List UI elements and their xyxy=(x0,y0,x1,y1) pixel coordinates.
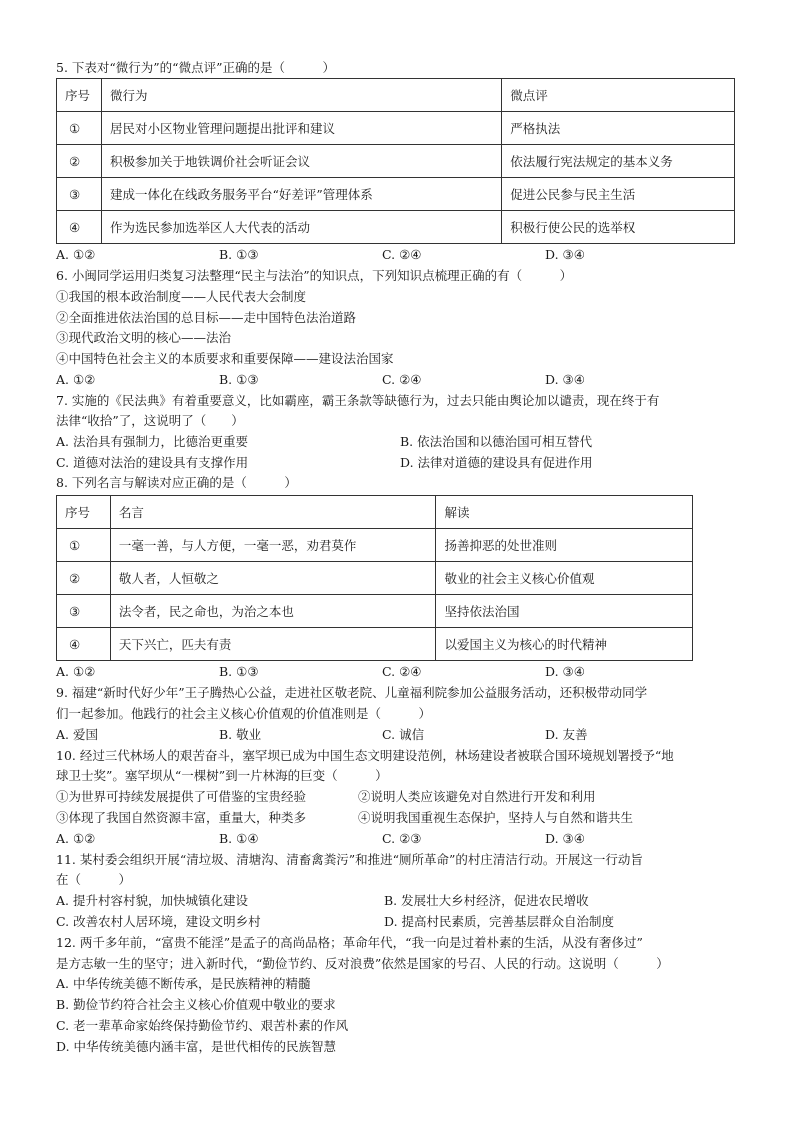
table-header-cell: 名言 xyxy=(110,496,436,529)
q6-item: ④中国特色社会主义的本质要求和重要保障——建设法治国家 xyxy=(56,351,394,366)
q5-options xyxy=(56,247,756,263)
q9-stem-cont: 们一起参加。他践行的社会主义核心价值观的价值准则是（ ） xyxy=(56,706,432,721)
q10-item: ②说明人类应该避免对自然进行开发和利用 xyxy=(358,789,596,804)
table-cell: ④ xyxy=(57,211,102,244)
table-row xyxy=(57,145,735,178)
q10-stem: 10. 经过三代林场人的艰苦奋斗，塞罕坝已成为中国生态文明建设范例，林场建设者被联合国环境规划署授予“地 xyxy=(56,748,674,763)
table-cell: ③ xyxy=(57,178,102,211)
option-b[interactable]: B. 发展壮大乡村经济，促进农民增收 xyxy=(384,893,589,908)
table-cell: 居民对小区物业管理问题提出批评和建议 xyxy=(101,112,501,145)
option-c[interactable]: C. ②③ xyxy=(382,831,422,846)
q6-item: ②全面推进依法治国的总目标——走中国特色法治道路 xyxy=(56,310,357,325)
table-row xyxy=(57,211,735,244)
option-b[interactable]: B. ①③ xyxy=(219,247,259,262)
table-cell: 坚持依法治国 xyxy=(436,595,693,628)
option-d[interactable]: D. 法律对道德的建设具有促进作用 xyxy=(400,455,593,470)
q11-stem-cont: 在（ ） xyxy=(56,872,132,887)
q7-options-row2 xyxy=(56,455,736,471)
table-header-cell: 微点评 xyxy=(502,79,735,112)
option-a[interactable]: A. 中华传统美德不断传承，是民族精神的精髓 xyxy=(56,976,311,991)
q12-stem-cont: 是方志敏一生的坚守；进入新时代，“勤俭节约、反对浪费”依然是国家的号召、人民的行动。这说明（ ） xyxy=(56,956,669,971)
q10-item: ①为世界可持续发展提供了可借鉴的宝贵经验 xyxy=(56,789,307,804)
table-cell: ③ xyxy=(57,595,111,628)
option-c[interactable]: C. ②④ xyxy=(382,372,422,387)
table-cell: 促进公民参与民主生活 xyxy=(502,178,735,211)
q10-items-row2 xyxy=(56,810,736,826)
table-header-cell: 序号 xyxy=(57,496,111,529)
option-c[interactable]: C. 老一辈革命家始终保持勤俭节约、艰苦朴素的作风 xyxy=(56,1018,349,1033)
option-d[interactable]: D. 友善 xyxy=(545,727,588,742)
q10-items-row1 xyxy=(56,789,736,805)
option-c[interactable]: C. 诚信 xyxy=(382,727,425,742)
q6-item: ③现代政治文明的核心——法治 xyxy=(56,330,232,345)
option-c[interactable]: C. 道德对法治的建设具有支撑作用 xyxy=(56,455,249,470)
table-cell: 建成一体化在线政务服务平台“好差评”管理体系 xyxy=(101,178,501,211)
option-c[interactable]: C. 改善农村人居环境，建设文明乡村 xyxy=(56,914,261,929)
table-header-row xyxy=(57,496,693,529)
q6-options xyxy=(56,372,756,388)
option-d[interactable]: D. 中华传统美德内涵丰富，是世代相传的民族智慧 xyxy=(56,1039,337,1054)
q7-options-row1 xyxy=(56,434,736,450)
option-a[interactable]: A. ①② xyxy=(56,372,96,387)
option-c[interactable]: C. ②④ xyxy=(382,664,422,679)
table-header-cell: 微行为 xyxy=(101,79,501,112)
option-b[interactable]: B. ①③ xyxy=(219,664,259,679)
q8-options xyxy=(56,664,756,680)
q11-stem: 11. 某村委会组织开展“清垃圾、清塘沟、清畜禽粪污”和推进“厕所革命”的村庄清洁行动。开展这一行动旨 xyxy=(56,852,643,867)
q7-stem-cont: 法律“收拾”了，这说明了（ ） xyxy=(56,413,244,428)
table-row xyxy=(57,529,693,562)
table-header-cell: 序号 xyxy=(57,79,102,112)
option-b[interactable]: B. 勤俭节约符合社会主义核心价值观中敬业的要求 xyxy=(56,997,336,1012)
table-cell: 积极参加关于地铁调价社会听证会议 xyxy=(101,145,501,178)
table-header-cell: 解读 xyxy=(436,496,693,529)
option-b[interactable]: B. 依法治国和以德治国可相互替代 xyxy=(400,434,593,449)
q8-table xyxy=(56,495,693,661)
table-cell: 扬善抑恶的处世准则 xyxy=(436,529,693,562)
q7-stem: 7. 实施的《民法典》有着重要意义，比如霸座，霸王条款等缺德行为，过去只能由舆论加以谴责，现在终于有 xyxy=(56,393,660,408)
q10-item: ④说明我国重视生态保护，坚持人与自然和谐共生 xyxy=(358,810,634,825)
option-a[interactable]: A. ①② xyxy=(56,831,96,846)
q10-item: ③体现了我国自然资源丰富，重量大，种类多 xyxy=(56,810,307,825)
q5-stem: 5. 下表对“微行为”的“微点评”正确的是（ ） xyxy=(56,60,335,75)
table-cell: 以爱国主义为核心的时代精神 xyxy=(436,628,693,661)
option-d[interactable]: D. 提高村民素质，完善基层群众自治制度 xyxy=(384,914,615,929)
option-a[interactable]: A. ①② xyxy=(56,664,96,679)
q12-stem: 12. 两千多年前，“富贵不能淫”是孟子的高尚品格；革命年代，“我一向是过着朴素的生活，从没有奢侈过” xyxy=(56,935,643,950)
option-b[interactable]: B. ①④ xyxy=(219,831,259,846)
q10-options xyxy=(56,831,756,847)
table-row xyxy=(57,595,693,628)
option-b[interactable]: B. ①③ xyxy=(219,372,259,387)
q6-item: ①我国的根本政治制度——人民代表大会制度 xyxy=(56,289,307,304)
table-cell: ② xyxy=(57,145,102,178)
table-cell: 一毫一善，与人方便，一毫一恶，劝君莫作 xyxy=(110,529,436,562)
table-row xyxy=(57,562,693,595)
table-cell: 严格执法 xyxy=(502,112,735,145)
q5-table xyxy=(56,78,735,244)
table-cell: ④ xyxy=(57,628,111,661)
option-d[interactable]: D. ③④ xyxy=(545,372,585,387)
table-cell: ① xyxy=(57,529,111,562)
option-a[interactable]: A. ①② xyxy=(56,247,96,262)
option-d[interactable]: D. ③④ xyxy=(545,247,585,262)
table-cell: 敬业的社会主义核心价值观 xyxy=(436,562,693,595)
q6-stem: 6. 小闽同学运用归类复习法整理“民主与法治”的知识点，下列知识点梳理正确的有（ ） xyxy=(56,268,573,283)
table-header-row xyxy=(57,79,735,112)
table-cell: 天下兴亡，匹夫有责 xyxy=(110,628,436,661)
table-cell: 法令者，民之命也，为治之本也 xyxy=(110,595,436,628)
q8-stem: 8. 下列名言与解读对应正确的是（ ） xyxy=(56,475,297,490)
table-cell: 积极行使公民的选举权 xyxy=(502,211,735,244)
table-row xyxy=(57,178,735,211)
option-a[interactable]: A. 爱国 xyxy=(56,727,98,742)
q11-options-row1 xyxy=(56,893,736,909)
table-cell: 敬人者，人恒敬之 xyxy=(110,562,436,595)
table-cell: ① xyxy=(57,112,102,145)
option-a[interactable]: A. 提升村容村貌，加快城镇化建设 xyxy=(56,893,248,908)
table-row xyxy=(57,628,693,661)
table-cell: ② xyxy=(57,562,111,595)
table-cell: 作为选民参加选举区人大代表的活动 xyxy=(101,211,501,244)
option-b[interactable]: B. 敬业 xyxy=(219,727,262,742)
table-cell: 依法履行宪法规定的基本义务 xyxy=(502,145,735,178)
option-d[interactable]: D. ③④ xyxy=(545,664,585,679)
option-a[interactable]: A. 法治具有强制力，比德治更重要 xyxy=(56,434,248,449)
q11-options-row2 xyxy=(56,914,736,930)
q10-stem-cont: 球卫士奖”。塞罕坝从“一棵树”到一片林海的巨变（ ） xyxy=(56,768,388,783)
q9-stem: 9. 福建“新时代好少年”王子腾热心公益，走进社区敬老院、儿童福利院参加公益服务活动，还积极带动同学 xyxy=(56,685,648,700)
option-c[interactable]: C. ②④ xyxy=(382,247,422,262)
option-d[interactable]: D. ③④ xyxy=(545,831,585,846)
table-row xyxy=(57,112,735,145)
q9-options xyxy=(56,727,756,743)
